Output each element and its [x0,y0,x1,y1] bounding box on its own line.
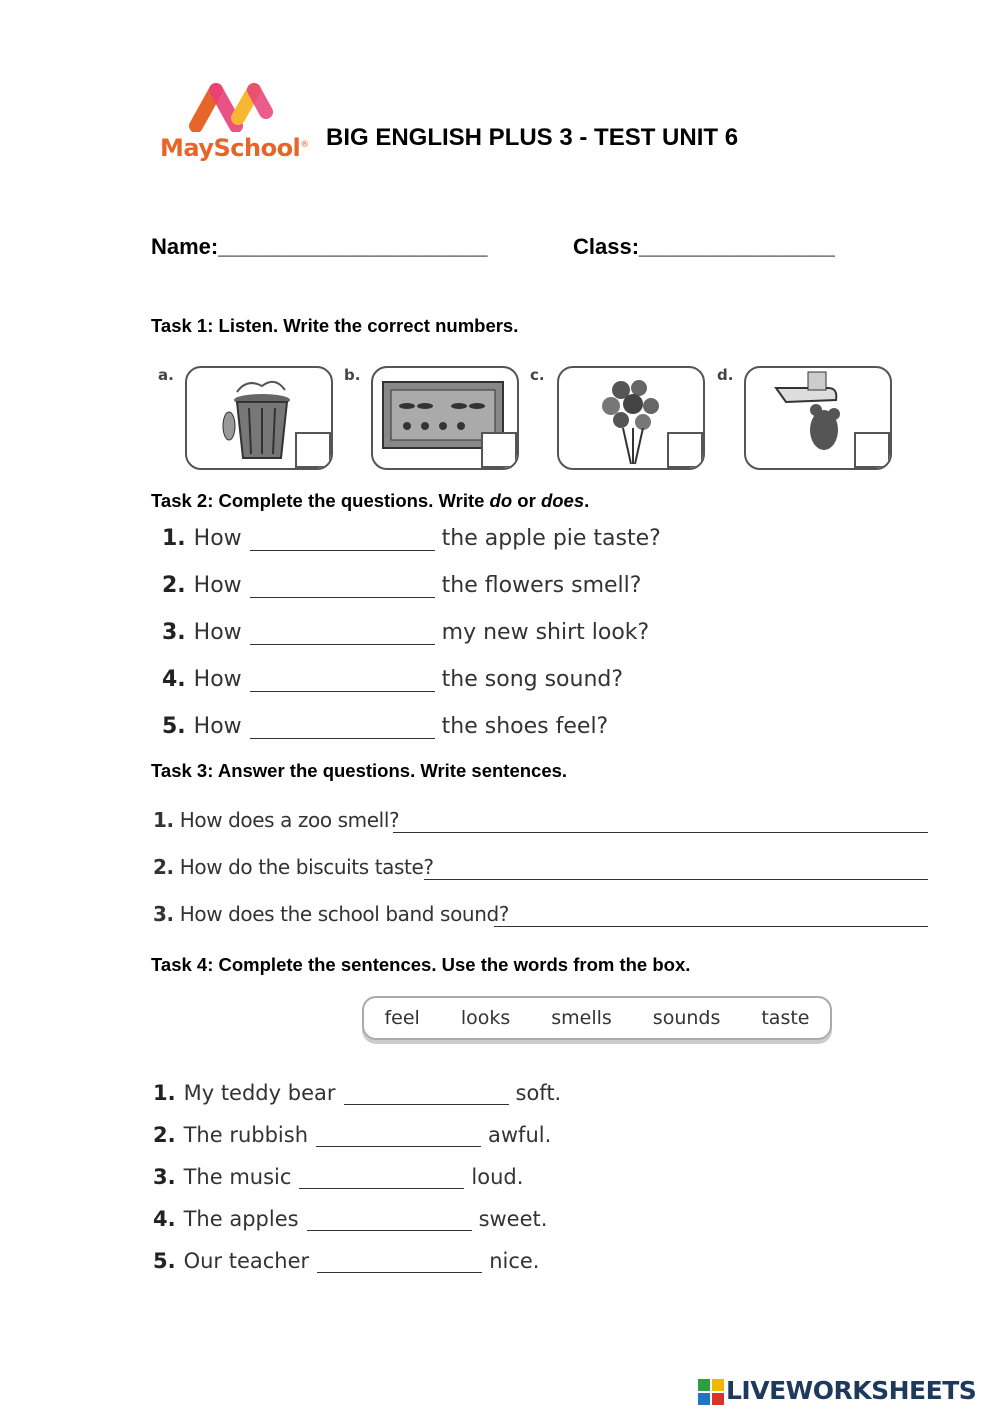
task2-question: 3. How my new shirt look? [162,620,650,645]
task3-question: 2. How do the biscuits taste? [153,855,434,879]
task4-heading: Task 4: Complete the sentences. Use the words from the box. [151,954,691,975]
answer-blank[interactable] [316,1122,481,1147]
task4-sentence: 2. The rubbish awful. [153,1123,552,1147]
answer-blank[interactable] [250,573,435,598]
answer-box-b[interactable] [481,432,517,468]
name-field[interactable]: Name:______________________ [151,234,488,259]
task1-heading: Task 1: Listen. Write the correct numbers. [151,315,519,336]
task1-label-d: d. [717,366,734,384]
logo-text: MaySchool® [160,134,309,162]
task2-question: 2. How the flowers smell? [162,573,642,598]
task4-sentence: 5. Our teacher nice. [153,1249,540,1273]
answer-box-c[interactable] [667,432,703,468]
task1-picture-c [557,366,705,470]
word-box-item: taste [761,1007,810,1029]
task2-question: 5. How the shoes feel? [162,714,609,739]
answer-line[interactable] [393,816,928,833]
answer-blank[interactable] [250,714,435,739]
task1-label-c: c. [530,366,545,384]
liveworksheets-watermark [698,1376,998,1408]
word-box-item: feel [384,1007,420,1029]
task2-heading: Task 2: Complete the questions. Write do or does. [151,490,590,511]
task3-question: 1. How does a zoo smell? [153,808,400,832]
task3-heading: Task 3: Answer the questions. Write sentences. [151,760,568,781]
word-box-item: looks [460,1007,511,1029]
word-box-item: sounds [652,1007,721,1029]
task4-sentence: 1. My teddy bear soft. [153,1081,562,1105]
class-field[interactable]: Class:________________ [573,234,835,259]
task1-label-a: a. [158,366,174,384]
answer-blank[interactable] [317,1248,482,1273]
answer-blank[interactable] [307,1206,472,1231]
answer-blank[interactable] [250,667,435,692]
liveworksheets-logo-icon [698,1379,724,1405]
task4-sentence: 4. The apples sweet. [153,1207,548,1231]
task3-question: 3. How does the school band sound? [153,902,509,926]
answer-box-d[interactable] [854,432,890,468]
task4-sentence: 3. The music loud. [153,1165,524,1189]
word-box-item: smells [551,1007,612,1029]
page-title: BIG ENGLISH PLUS 3 - TEST UNIT 6 [326,124,739,151]
task1-picture-b [371,366,519,470]
answer-line[interactable] [494,910,928,927]
word-box [362,996,832,1040]
answer-blank[interactable] [344,1080,509,1105]
mayschool-logo [158,82,308,172]
answer-blank[interactable] [299,1164,464,1189]
answer-blank[interactable] [250,526,435,551]
task2-question: 1. How the apple pie taste? [162,526,661,551]
task2-question: 4. How the song sound? [162,667,624,692]
mayschool-logo-icon [188,82,308,132]
answer-blank[interactable] [250,620,435,645]
answer-line[interactable] [424,863,928,880]
liveworksheets-brand: LIVEWORKSHEETS [726,1376,977,1405]
task1-picture-a [185,366,333,470]
task1-label-b: b. [344,366,361,384]
answer-box-a[interactable] [295,432,331,468]
task1-picture-d [744,366,892,470]
